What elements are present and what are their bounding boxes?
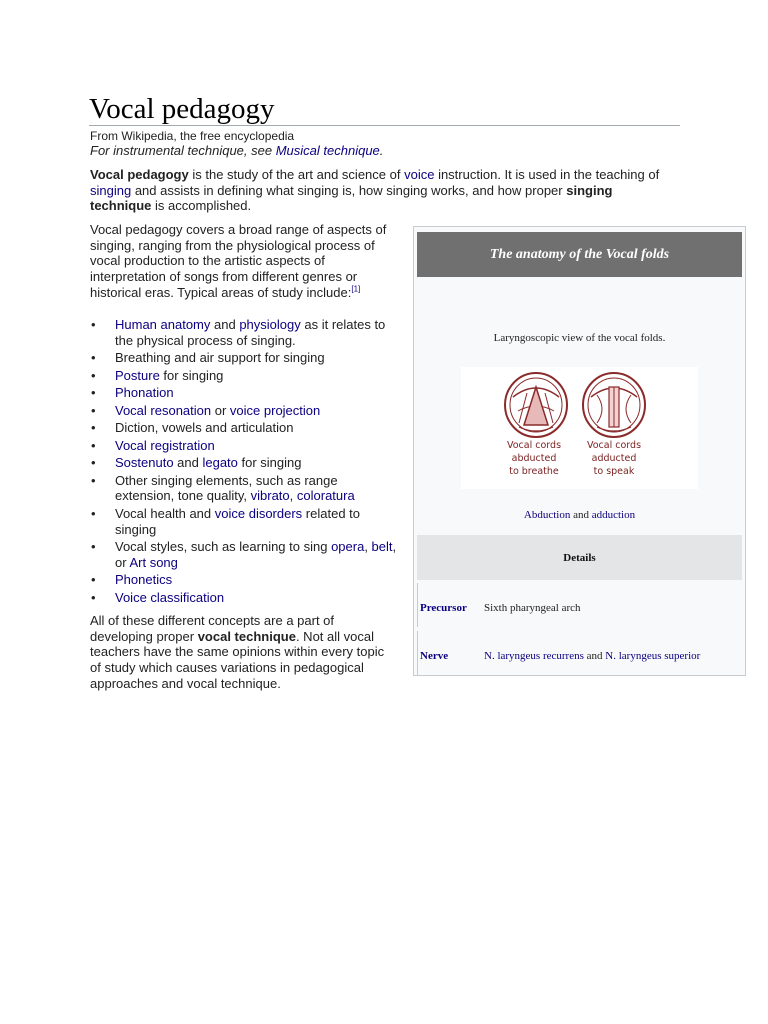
musical-technique-link[interactable]: Musical technique [275,143,380,158]
list-text: Vocal health and [115,505,215,521]
opera-link[interactable]: opera [331,539,365,555]
list-item [90,455,400,471]
list-item [90,473,400,504]
vocal-technique-bold: vocal technique [197,628,296,644]
infobox-title: The anatomy of the Vocal folds [417,232,742,277]
image-label-left-2: abducted [511,453,557,464]
list-text: related to singing [115,505,361,537]
vibrato-link[interactable]: vibrato [250,488,290,504]
image-label-left-1: Vocal cords [506,440,562,451]
paragraph-text: . Not all vocal teachers have the same opinions within every topic of study which causes variations in pedagogical approaches and vocal technique. [90,628,385,691]
nerve-text: and [583,650,606,662]
n-laryngeus-superior-link[interactable]: N. laryngeus superior [605,650,701,662]
list-text: and [210,317,240,332]
details-header: Details [417,535,742,580]
list-text: , [364,539,372,555]
nerve-value [484,650,700,662]
infobox-caption: Laryngoscopic view of the vocal folds. [493,332,666,344]
intro-bold-technique: singing technique [90,182,613,214]
study-areas-list [90,317,400,607]
posture-link[interactable]: Posture [115,367,160,383]
list-text: Vocal styles, such as learning to sing [115,539,332,555]
intro-text: and assists in defining what singing is, how singing works, and how proper [131,182,567,198]
legato-link[interactable]: legato [202,455,238,471]
nerve-label[interactable]: Nerve [420,650,449,662]
abducted-folds-drawing [505,373,567,437]
list-item [90,572,400,588]
intro-text: is the study of the art and science of [188,167,405,182]
list-text: Breathing and air support for singing [115,350,325,366]
vocal-registration-link[interactable]: Vocal registration [115,437,215,453]
list-item [90,368,400,384]
infobox [413,226,746,676]
belt-link[interactable]: belt [371,539,393,555]
list-text: as it relates to the physical process of singing. [115,317,386,348]
list-text: and [173,455,203,471]
title-divider [89,125,680,126]
technique-paragraph [90,613,395,692]
hatnote-prefix: For instrumental technique, see [90,143,276,158]
scope-text: Vocal pedagogy covers a broad range of aspects of singing, ranging from the physiological process of vocal production to the artistic aspects of interpretation of songs from different genres or historical eras. Typical areas of study include: [90,222,387,300]
vocal-folds-image[interactable] [461,367,698,489]
list-item [90,317,400,348]
image-label-left-3: to breathe [509,466,559,477]
precursor-label[interactable]: Precursor [420,602,467,614]
paragraph-text: All of these different concepts are a part of developing proper [90,613,335,644]
reference-1-link[interactable]: [1] [351,284,361,294]
page-title: Vocal pedagogy [89,93,275,125]
list-item [90,420,400,436]
image-caption-links [414,509,745,521]
image-label-right-2: adducted [591,453,637,464]
phonetics-link[interactable]: Phonetics [115,572,173,588]
intro-text: instruction. It is used in the teaching of [434,167,660,182]
hatnote-suffix: . [379,143,384,158]
image-label-right-1: Vocal cords [586,440,642,451]
art-song-link[interactable]: Art song [129,554,178,570]
row-divider [417,583,418,627]
coloratura-link[interactable]: coloratura [296,488,355,504]
voice-link[interactable]: voice [404,167,435,182]
precursor-value: Sixth pharyngeal arch [484,602,581,614]
list-item [90,385,400,401]
list-text: Other singing elements, such as range extension, tone quality, [115,472,338,504]
physiology-link[interactable]: physiology [239,317,301,332]
list-item [90,590,400,606]
list-text: Diction, vowels and articulation [115,420,294,436]
list-item [90,506,400,537]
list-item [90,539,400,570]
adducted-folds-drawing [583,373,645,437]
n-laryngeus-recurrens-link[interactable]: N. laryngeus recurrens [484,650,584,662]
phonation-link[interactable]: Phonation [115,385,174,401]
list-item [90,403,400,419]
adduction-link[interactable]: adduction [591,509,636,521]
list-item [90,438,400,454]
voice-projection-link[interactable]: voice projection [229,402,321,418]
intro-text: is accomplished. [151,198,252,214]
human-anatomy-link[interactable]: Human anatomy [115,317,211,332]
caption-text: and [570,509,592,521]
list-text: or [211,402,230,418]
vocal-folds-illustration [461,367,698,489]
site-tagline: From Wikipedia, the free encyclopedia [90,129,295,143]
abduction-link[interactable]: Abduction [523,509,571,521]
row-divider [417,631,418,675]
voice-classification-link[interactable]: Voice classification [115,589,225,605]
intro-bold-term: Vocal pedagogy [90,167,189,182]
sostenuto-link[interactable]: Sostenuto [115,455,174,471]
voice-disorders-link[interactable]: voice disorders [214,505,303,521]
list-text: for singing [159,367,224,383]
list-item [90,350,400,366]
image-label-right-3: to speak [593,466,635,477]
list-text: , or [115,539,397,570]
vocal-resonation-link[interactable]: Vocal resonation [115,402,212,418]
list-text: for singing [237,455,302,471]
hatnote [90,143,383,159]
scope-paragraph [90,222,400,301]
intro-paragraph [90,167,670,214]
list-text: , [289,488,297,504]
singing-link[interactable]: singing [90,182,132,198]
